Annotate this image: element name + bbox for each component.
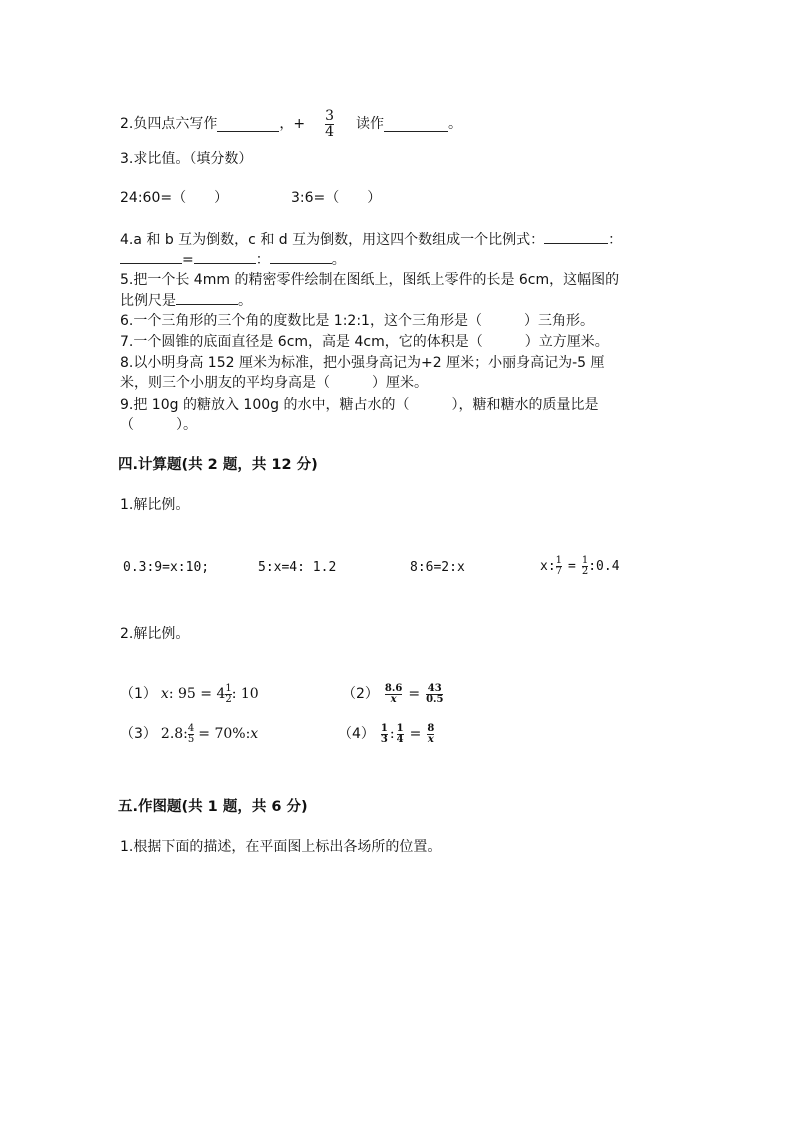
question-9-line-1: 9.把 10g 的糖放入 100g 的水中，糖占水的（ ），糖和糖水的质量比是: [120, 397, 599, 413]
question-4-line-2: = ： 。: [120, 249, 346, 270]
calc-1-problem-4: x: $\frac{1}{7}$ = $\frac{1}{2}$ :0.4: [540, 555, 620, 577]
answer-blank: [544, 229, 608, 244]
answer-blank: [176, 290, 238, 305]
q2-text-2: ，+: [279, 116, 306, 132]
answer-blank: [217, 117, 279, 132]
answer-blank: [120, 249, 182, 264]
calc-2-item-4: （4） $\frac{1}{3}$ : $\frac{1}{4}$ = $\frac{8}{x}$: [338, 722, 435, 745]
q2-text-3: 读作: [356, 116, 385, 132]
question-9-line-2: （ ）。: [120, 417, 197, 433]
question-5-line-2: 比例尺是 。: [120, 290, 252, 311]
fraction: $\frac{4}{5}$: [187, 722, 195, 745]
calc-2-title: 2.解比例。: [120, 626, 190, 642]
calc-2-item-1: （1） x : 95 = 4 $\frac{1}{2}$ : 10: [120, 682, 259, 705]
fraction: $\frac{1}{4}$: [396, 722, 404, 745]
fraction: $\frac{43}{0.5}$: [426, 682, 444, 705]
question-3-title: 3.求比值。（填分数）: [120, 151, 253, 167]
question-4-line-1: 4.a 和 b 互为倒数，c 和 d 互为倒数，用这四个数组成一个比例式： ：: [120, 229, 622, 250]
q3-item-1: 24:60=（ ）: [120, 190, 229, 206]
q2-text-1: 2.负四点六写作: [120, 116, 218, 132]
question-5-line-1: 5.把一个长 4mm 的精密零件绘制在图纸上，图纸上零件的长是 6cm，这幅图的: [120, 272, 620, 288]
calc-1-title: 1.解比例。: [120, 497, 190, 513]
section-5-heading: 五.作图题(共 1 题，共 6 分): [118, 799, 308, 815]
calc-1-problem-3: 8:6=2:x: [410, 560, 465, 575]
calc-2-item-2: （2） $\frac{8.6}{x}$ = $\frac{43}{0.5}$: [342, 682, 444, 705]
calc-2-item-3: （3） 2.8: $\frac{4}{5}$ = 70%: x: [120, 722, 259, 745]
answer-blank: [270, 249, 332, 264]
fraction: $\frac{1}{2}$: [581, 555, 589, 577]
fraction: $\frac{8.6}{x}$: [384, 682, 403, 705]
answer-blank: [194, 249, 256, 264]
fraction: $\frac{3}{4}$: [325, 107, 335, 140]
fraction: $\frac{8}{x}$: [427, 722, 435, 745]
fraction: $\frac{1}{3}$: [380, 722, 388, 745]
section-4-heading: 四.计算题(共 2 题，共 12 分): [118, 457, 318, 473]
fraction: $\frac{1}{7}$: [555, 555, 563, 577]
answer-blank: [384, 117, 448, 132]
question-3-items: [120, 188, 381, 208]
question-6: 6.一个三角形的三个角的度数比是 1:2:1，这个三角形是（ ）三角形。: [120, 313, 594, 329]
draw-1-title: 1.根据下面的描述，在平面图上标出各场所的位置。: [120, 839, 442, 855]
question-8-line-1: 8.以小明身高 152 厘米为标准，把小强身高记为+2 厘米；小丽身高记为-5 厘: [120, 355, 605, 371]
fraction: $\frac{1}{2}$: [225, 682, 232, 705]
q3-item-2: 3:6=（ ）: [290, 190, 382, 206]
calc-1-problem-2: 5:x=4: 1.2: [258, 560, 337, 575]
question-7: 7.一个圆锥的底面直径是 6cm，高是 4cm，它的体积是（ ）立方厘米。: [120, 334, 609, 350]
calc-1-problem-1: 0.3:9=x:10;: [123, 560, 210, 575]
question-2: [120, 107, 462, 141]
q2-text-4: 。: [448, 116, 463, 132]
question-8-line-2: 米，则三个小朋友的平均身高是（ ）厘米。: [120, 375, 428, 391]
